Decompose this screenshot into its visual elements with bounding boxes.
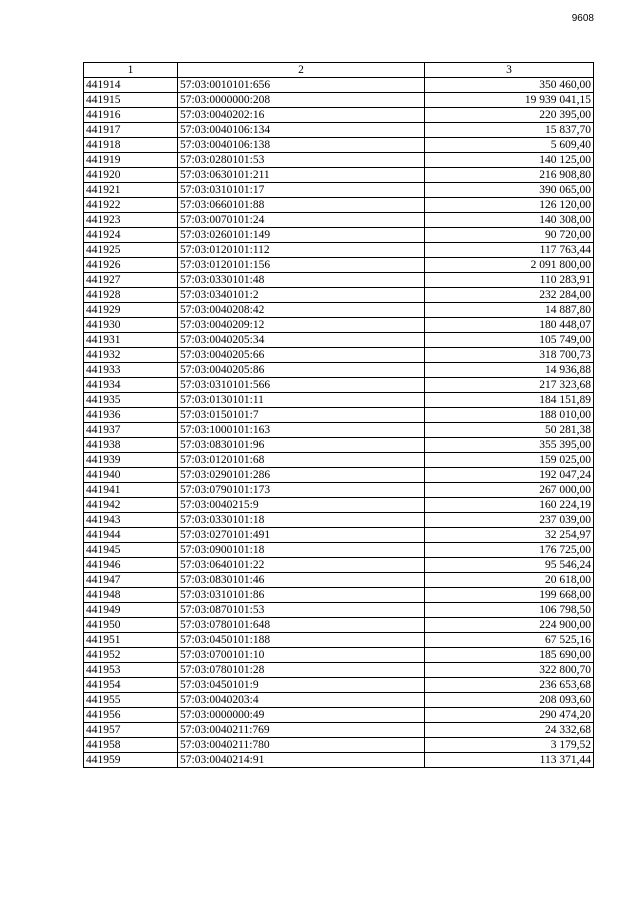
amount-cell: 19 939 041,15 — [425, 93, 594, 108]
cadastral-number-cell: 57:03:0070101:24 — [178, 213, 425, 228]
table-row — [84, 723, 594, 738]
row-number-cell: 441945 — [84, 543, 178, 558]
amount-cell: 14 936,88 — [425, 363, 594, 378]
cadastral-number-cell: 57:03:0120101:68 — [178, 453, 425, 468]
amount-cell: 105 749,00 — [425, 333, 594, 348]
table-row — [84, 603, 594, 618]
cadastral-number-cell: 57:03:0310101:566 — [178, 378, 425, 393]
table-row — [84, 633, 594, 648]
row-number-cell: 441955 — [84, 693, 178, 708]
amount-cell: 110 283,91 — [425, 273, 594, 288]
amount-cell: 20 618,00 — [425, 573, 594, 588]
row-number-cell: 441930 — [84, 318, 178, 333]
table-row — [84, 138, 594, 153]
cadastral-number-cell: 57:03:0780101:28 — [178, 663, 425, 678]
table-row — [84, 348, 594, 363]
cadastral-number-cell: 57:03:0040209:12 — [178, 318, 425, 333]
cadastral-number-cell: 57:03:0150101:7 — [178, 408, 425, 423]
amount-cell: 15 837,70 — [425, 123, 594, 138]
table-row — [84, 618, 594, 633]
table-header — [84, 63, 594, 78]
table-row — [84, 738, 594, 753]
table-header-row — [84, 63, 594, 78]
cadastral-number-cell: 57:03:0040205:34 — [178, 333, 425, 348]
cadastral-number-cell: 57:03:0130101:11 — [178, 393, 425, 408]
amount-cell: 184 151,89 — [425, 393, 594, 408]
table-row — [84, 498, 594, 513]
amount-cell: 14 887,80 — [425, 303, 594, 318]
cadastral-number-cell: 57:03:0040211:769 — [178, 723, 425, 738]
cadastral-number-cell: 57:03:0260101:149 — [178, 228, 425, 243]
amount-cell: 185 690,00 — [425, 648, 594, 663]
table-row — [84, 168, 594, 183]
amount-cell: 140 308,00 — [425, 213, 594, 228]
table-row — [84, 183, 594, 198]
cadastral-number-cell: 57:03:0280101:53 — [178, 153, 425, 168]
cadastral-number-cell: 57:03:0040215:9 — [178, 498, 425, 513]
row-number-cell: 441950 — [84, 618, 178, 633]
amount-cell: 117 763,44 — [425, 243, 594, 258]
cadastral-number-cell: 57:03:0040205:86 — [178, 363, 425, 378]
row-number-cell: 441923 — [84, 213, 178, 228]
row-number-cell: 441944 — [84, 528, 178, 543]
table-row — [84, 528, 594, 543]
amount-cell: 159 025,00 — [425, 453, 594, 468]
table-row — [84, 663, 594, 678]
row-number-cell: 441957 — [84, 723, 178, 738]
row-number-cell: 441942 — [84, 498, 178, 513]
table-row — [84, 363, 594, 378]
table-row — [84, 108, 594, 123]
cadastral-number-cell: 57:03:0340101:2 — [178, 288, 425, 303]
row-number-cell: 441958 — [84, 738, 178, 753]
cadastral-number-cell: 57:03:0790101:173 — [178, 483, 425, 498]
amount-cell: 126 120,00 — [425, 198, 594, 213]
amount-cell: 224 900,00 — [425, 618, 594, 633]
table-body — [84, 78, 594, 768]
cadastral-number-cell: 57:03:0700101:10 — [178, 648, 425, 663]
table-row — [84, 243, 594, 258]
amount-cell: 322 800,70 — [425, 663, 594, 678]
table-row — [84, 393, 594, 408]
table-row — [84, 228, 594, 243]
cadastral-number-cell: 57:03:0450101:9 — [178, 678, 425, 693]
row-number-cell: 441954 — [84, 678, 178, 693]
table-row — [84, 753, 594, 768]
table-row — [84, 483, 594, 498]
data-table — [83, 62, 594, 768]
cadastral-number-cell: 57:03:0310101:86 — [178, 588, 425, 603]
cadastral-number-cell: 57:03:1000101:163 — [178, 423, 425, 438]
row-number-cell: 441939 — [84, 453, 178, 468]
amount-cell: 390 065,00 — [425, 183, 594, 198]
amount-cell: 113 371,44 — [425, 753, 594, 768]
cadastral-number-cell: 57:03:0120101:156 — [178, 258, 425, 273]
table-row — [84, 78, 594, 93]
column-header-3: 3 — [425, 63, 594, 78]
amount-cell: 140 125,00 — [425, 153, 594, 168]
row-number-cell: 441946 — [84, 558, 178, 573]
row-number-cell: 441929 — [84, 303, 178, 318]
cadastral-number-cell: 57:03:0630101:211 — [178, 168, 425, 183]
page-number: 9608 — [571, 13, 594, 24]
row-number-cell: 441933 — [84, 363, 178, 378]
table-row — [84, 288, 594, 303]
cadastral-number-cell: 57:03:0010101:656 — [178, 78, 425, 93]
table-row — [84, 678, 594, 693]
row-number-cell: 441921 — [84, 183, 178, 198]
cadastral-number-cell: 57:03:0640101:22 — [178, 558, 425, 573]
row-number-cell: 441959 — [84, 753, 178, 768]
row-number-cell: 441941 — [84, 483, 178, 498]
table-row — [84, 453, 594, 468]
amount-cell: 106 798,50 — [425, 603, 594, 618]
amount-cell: 217 323,68 — [425, 378, 594, 393]
amount-cell: 192 047,24 — [425, 468, 594, 483]
table-row — [84, 543, 594, 558]
cadastral-number-cell: 57:03:0330101:48 — [178, 273, 425, 288]
amount-cell: 67 525,16 — [425, 633, 594, 648]
cadastral-number-cell: 57:03:0900101:18 — [178, 543, 425, 558]
row-number-cell: 441937 — [84, 423, 178, 438]
row-number-cell: 441925 — [84, 243, 178, 258]
table-row — [84, 468, 594, 483]
row-number-cell: 441947 — [84, 573, 178, 588]
table-row — [84, 573, 594, 588]
row-number-cell: 441914 — [84, 78, 178, 93]
row-number-cell: 441932 — [84, 348, 178, 363]
table-row — [84, 213, 594, 228]
cadastral-number-cell: 57:03:0450101:188 — [178, 633, 425, 648]
table-row — [84, 708, 594, 723]
row-number-cell: 441953 — [84, 663, 178, 678]
cadastral-number-cell: 57:03:0660101:88 — [178, 198, 425, 213]
amount-cell: 199 668,00 — [425, 588, 594, 603]
row-number-cell: 441927 — [84, 273, 178, 288]
table-row — [84, 273, 594, 288]
amount-cell: 160 224,19 — [425, 498, 594, 513]
cadastral-number-cell: 57:03:0040202:16 — [178, 108, 425, 123]
table-row — [84, 588, 594, 603]
column-header-2: 2 — [178, 63, 425, 78]
row-number-cell: 441915 — [84, 93, 178, 108]
row-number-cell: 441934 — [84, 378, 178, 393]
table-row — [84, 423, 594, 438]
row-number-cell: 441949 — [84, 603, 178, 618]
row-number-cell: 441922 — [84, 198, 178, 213]
table-row — [84, 378, 594, 393]
table-row — [84, 693, 594, 708]
table-row — [84, 153, 594, 168]
amount-cell: 3 179,52 — [425, 738, 594, 753]
row-number-cell: 441952 — [84, 648, 178, 663]
cadastral-number-cell: 57:03:0040106:134 — [178, 123, 425, 138]
table-row — [84, 408, 594, 423]
row-number-cell: 441943 — [84, 513, 178, 528]
row-number-cell: 441916 — [84, 108, 178, 123]
cadastral-number-cell: 57:03:0040211:780 — [178, 738, 425, 753]
amount-cell: 267 000,00 — [425, 483, 594, 498]
cadastral-number-cell: 57:03:0290101:286 — [178, 468, 425, 483]
cadastral-number-cell: 57:03:0040214:91 — [178, 753, 425, 768]
row-number-cell: 441919 — [84, 153, 178, 168]
amount-cell: 188 010,00 — [425, 408, 594, 423]
cadastral-number-cell: 57:03:0040106:138 — [178, 138, 425, 153]
cadastral-number-cell: 57:03:0040205:66 — [178, 348, 425, 363]
cadastral-number-cell: 57:03:0830101:46 — [178, 573, 425, 588]
row-number-cell: 441928 — [84, 288, 178, 303]
amount-cell: 95 546,24 — [425, 558, 594, 573]
table-row — [84, 558, 594, 573]
table-row — [84, 648, 594, 663]
cadastral-number-cell: 57:03:0870101:53 — [178, 603, 425, 618]
row-number-cell: 441920 — [84, 168, 178, 183]
amount-cell: 318 700,73 — [425, 348, 594, 363]
table-row — [84, 513, 594, 528]
row-number-cell: 441917 — [84, 123, 178, 138]
row-number-cell: 441918 — [84, 138, 178, 153]
amount-cell: 180 448,07 — [425, 318, 594, 333]
table-row — [84, 438, 594, 453]
table-row — [84, 333, 594, 348]
row-number-cell: 441940 — [84, 468, 178, 483]
amount-cell: 216 908,80 — [425, 168, 594, 183]
amount-cell: 32 254,97 — [425, 528, 594, 543]
amount-cell: 5 609,40 — [425, 138, 594, 153]
amount-cell: 24 332,68 — [425, 723, 594, 738]
row-number-cell: 441926 — [84, 258, 178, 273]
table-row — [84, 123, 594, 138]
cadastral-number-cell: 57:03:0330101:18 — [178, 513, 425, 528]
amount-cell: 290 474,20 — [425, 708, 594, 723]
amount-cell: 208 093,60 — [425, 693, 594, 708]
amount-cell: 220 395,00 — [425, 108, 594, 123]
cadastral-number-cell: 57:03:0830101:96 — [178, 438, 425, 453]
table-row — [84, 303, 594, 318]
cadastral-number-cell: 57:03:0000000:208 — [178, 93, 425, 108]
row-number-cell: 441951 — [84, 633, 178, 648]
table-row — [84, 318, 594, 333]
cadastral-number-cell: 57:03:0040203:4 — [178, 693, 425, 708]
amount-cell: 90 720,00 — [425, 228, 594, 243]
row-number-cell: 441924 — [84, 228, 178, 243]
table-row — [84, 258, 594, 273]
row-number-cell: 441935 — [84, 393, 178, 408]
amount-cell: 350 460,00 — [425, 78, 594, 93]
row-number-cell: 441956 — [84, 708, 178, 723]
cadastral-number-cell: 57:03:0310101:17 — [178, 183, 425, 198]
amount-cell: 237 039,00 — [425, 513, 594, 528]
column-header-1: 1 — [84, 63, 178, 78]
amount-cell: 50 281,38 — [425, 423, 594, 438]
amount-cell: 355 395,00 — [425, 438, 594, 453]
cadastral-number-cell: 57:03:0120101:112 — [178, 243, 425, 258]
cadastral-number-cell: 57:03:0780101:648 — [178, 618, 425, 633]
table-row — [84, 198, 594, 213]
amount-cell: 176 725,00 — [425, 543, 594, 558]
table-row — [84, 93, 594, 108]
row-number-cell: 441948 — [84, 588, 178, 603]
amount-cell: 232 284,00 — [425, 288, 594, 303]
row-number-cell: 441931 — [84, 333, 178, 348]
amount-cell: 236 653,68 — [425, 678, 594, 693]
row-number-cell: 441938 — [84, 438, 178, 453]
row-number-cell: 441936 — [84, 408, 178, 423]
cadastral-number-cell: 57:03:0040208:42 — [178, 303, 425, 318]
amount-cell: 2 091 800,00 — [425, 258, 594, 273]
cadastral-number-cell: 57:03:0000000:49 — [178, 708, 425, 723]
cadastral-number-cell: 57:03:0270101:491 — [178, 528, 425, 543]
